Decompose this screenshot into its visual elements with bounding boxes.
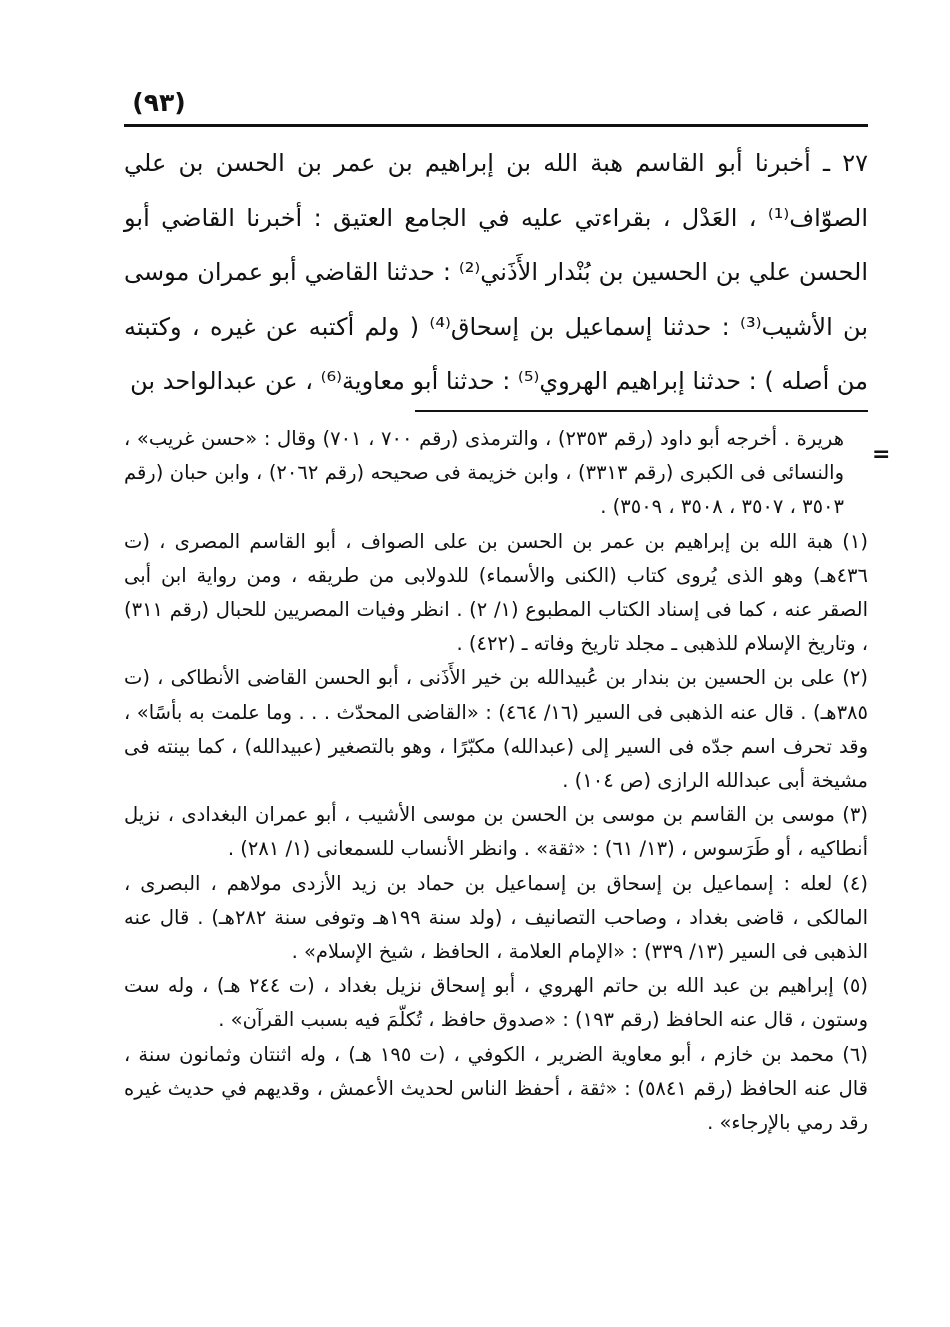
footnote-5: (٥) إبراهيم بن عبد الله بن حاتم الهروي ، أبو إسحاق نزيل بغداد ، (ت ٢٤٤ هـ) ، وله ست وستون ، قال عنه الحافظ (رقم ١٩٣) : «صدوق حافظ ، تُكلّمَ فيه بسبب القرآن» .: [124, 974, 868, 1032]
footnote-3: (٣) موسى بن القاسم بن موسى بن الحسن بن موسى الأشيب ، أبو عمران البغدادى ، نزيل أنطاكيه ، أو طَرَسوس ، (١٣/ ٦١) : «ثقة» . وانظر الأنساب للسمعانى (١/ ٢٨١) .: [124, 803, 868, 861]
footnote-4: (٤) لعله : إسماعيل بن إسحاق بن إسماعيل بن حماد بن زيد الأزدى مولاهم ، البصرى ، المالكى ، قاضى بغداد ، وصاحب التصانيف ، (ولد سنة ١٩٩هـ وتوفى سنة ٢٨٢هـ) . قال عنه الذهبى فى السير (١٣/ ٣٣٩) : «الإمام العلامة ، الحافظ ، شيخ الإسلام» .: [124, 871, 868, 964]
main-paragraph: ٢٧ ـ أخبرنا أبو القاسم هبة الله بن إبراهيم بن عمر بن الحسن بن علي الصوّاف⁽¹⁾ ، العَدْل ، بقراءتي عليه في الجامع العتيق : أخبرنا القاضي أبو الحسن علي بن الحسين بن بُنْدار الأَذَني⁽²⁾ : حدثنا القاضي أبو عمران موسى بن الأشيب⁽³⁾ : حدثنا إسماعيل بن إسحاق⁽⁴⁾ ( ولم أكتبه عن غيره ، وكتبته من أصله ) : حدثنا إبراهيم الهروي⁽⁵⁾ : حدثنا أبو معاوية⁽⁶⁾ ، عن عبدالواحد بن: [124, 149, 868, 395]
footnotes: [124, 422, 868, 1140]
page-number: (٩٣): [132, 88, 186, 117]
footnote-continuation: هريرة . أخرجه أبو داود (رقم ٢٣٥٣) ، والترمذى (رقم ٧٠٠ ، ٧٠١) وقال : «حسن غريب» ، والنسائى فى الكبرى (رقم ٣٣١٣) ، وابن خزيمة فى صحيحه (رقم ٢٠٦٢) ، وابن حبان (رقم ٣٥٠٣ ، ٣٥٠٧ ، ٣٥٠٨ ، ٣٥٠٩) .: [124, 427, 845, 519]
footnote-6: (٦) محمد بن خازم ، أبو معاوية الضرير ، الكوفي ، (ت ١٩٥ هـ) ، وله اثنتان وثمانون سنة ، قال عنه الحافظ (رقم ٥٨٤١) : «ثقة ، أحفظ الناس لحديث الأعمش ، وقديهم في حديث غيره رقد رمي بالإرجاء» .: [124, 1042, 869, 1135]
footnote-1: (١) هبة الله بن إبراهيم بن عمر بن الحسن بن على الصواف ، أبو القاسم المصرى ، (ت ٤٣٦هـ) وهو الذى يُروى كتاب (الكنى والأسماء) للدولابى من طريقه ، ومن رواية ابن أبى الصقر عنه ، كما فى إسناد الكتاب المطبوع (١/ ٢) . انظر وفيات المصريين للحبال (رقم ٣١١) ، وتاريخ الإسلام للذهبى ـ مجلد تاريخ وفاته ـ (٤٢٢) .: [124, 529, 868, 656]
footnote-separator: [415, 410, 868, 412]
main-text: [124, 136, 868, 409]
header-rule: [124, 124, 868, 127]
continued-mark: =: [872, 442, 891, 467]
footnote-2: (٢) على بن الحسين بن بندار بن عُبيدالله بن خير الأَذَنى ، أبو الحسن القاضى الأنطاكى ، (ت ٣٨٥هـ) . قال عنه الذهبى فى السير (١٦/ ٤٦٤) : «القاضى المحدّث . . . وما علمت به بأسًا» ، وقد تحرف اسم جدّه فى السير إلى (عبدالله) مكبّرًا ، وهو بالتصغير (عبيدالله) ، كما بينته فى مشيخة أبى عبدالله الرازى (ص ١٠٤) .: [124, 666, 868, 793]
